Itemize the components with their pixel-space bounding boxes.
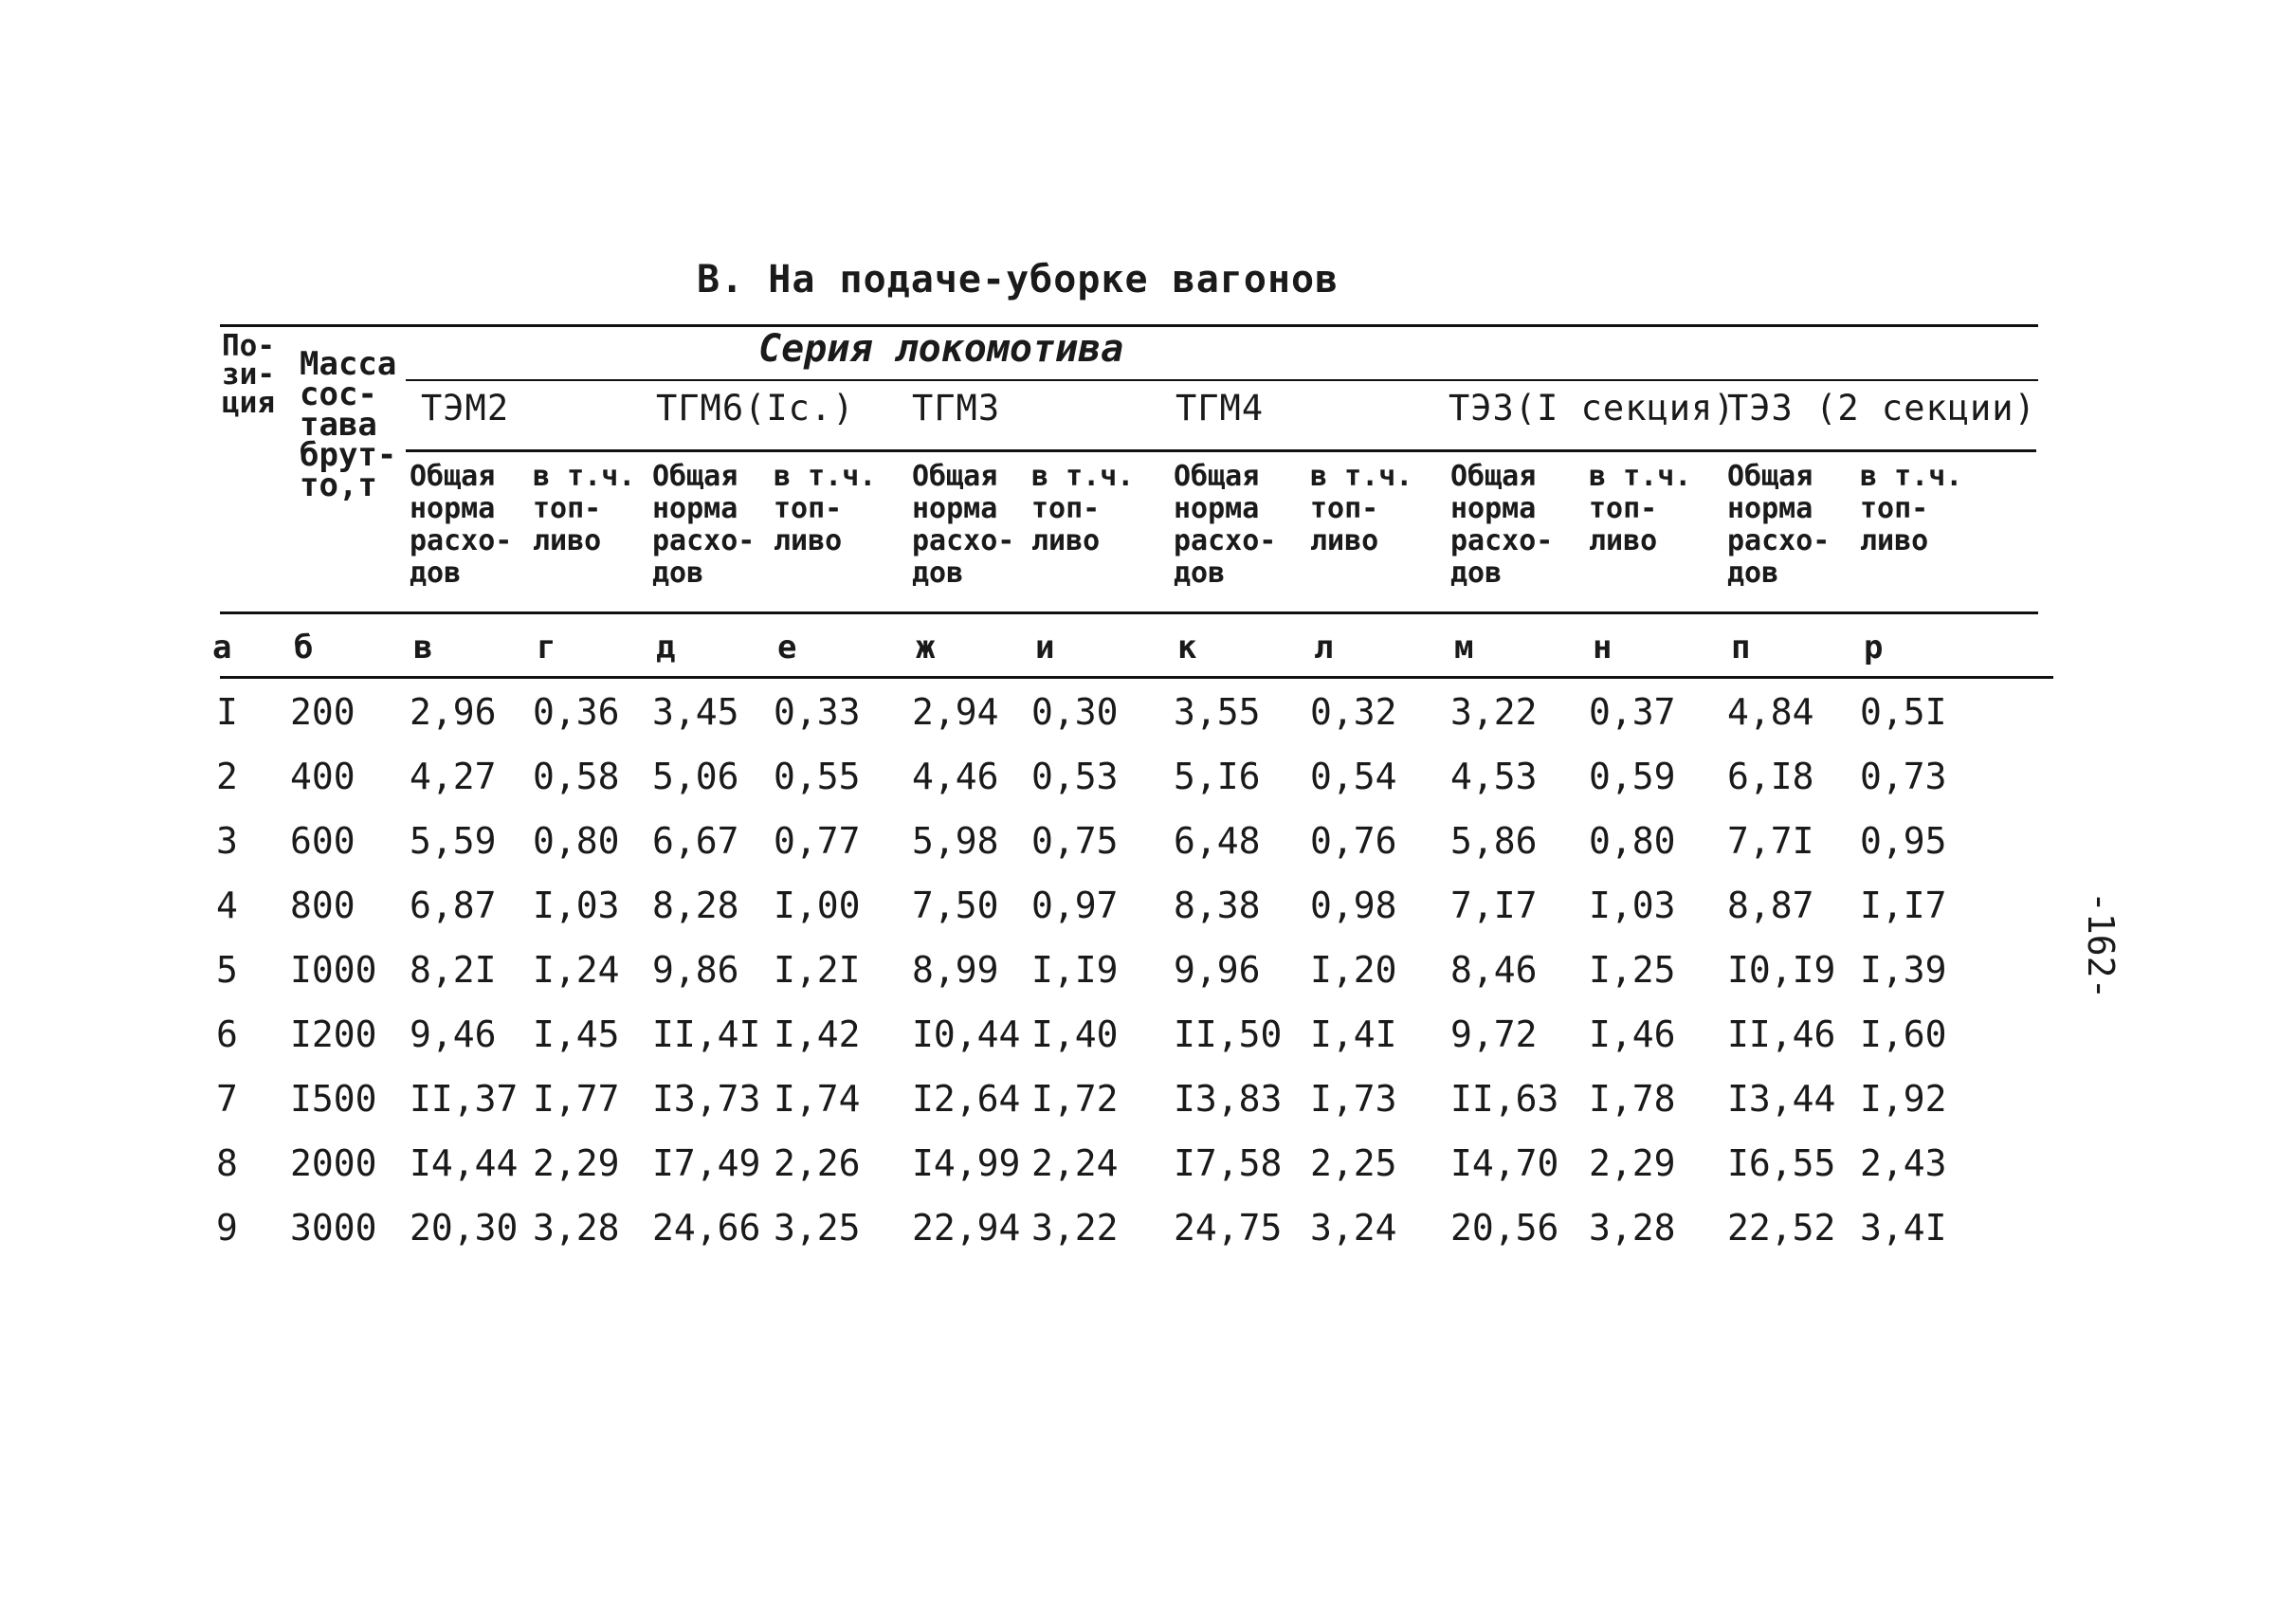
table-cell: II,46 — [1727, 1013, 1836, 1055]
column-letter: а — [212, 629, 232, 666]
row-mass: 800 — [290, 885, 355, 926]
subheader-fuel: в т.ч. топ-ливо — [1310, 460, 1413, 557]
table-cell: 6,I8 — [1727, 756, 1814, 797]
table-cell: 22,52 — [1727, 1207, 1836, 1249]
table-cell: 3,24 — [1310, 1207, 1397, 1249]
table-cell: I,72 — [1031, 1078, 1119, 1120]
table-cell: 0,54 — [1310, 756, 1397, 797]
table-cell: 8,2I — [410, 949, 497, 991]
table-cell: I,20 — [1310, 949, 1397, 991]
table-cell: 2,29 — [1589, 1142, 1676, 1184]
table-cell: 5,I6 — [1174, 756, 1261, 797]
table-cell: 0,95 — [1860, 820, 1947, 862]
table-cell: I0,44 — [912, 1013, 1021, 1055]
table-cell: 4,84 — [1727, 691, 1814, 733]
table-cell: 7,7I — [1727, 820, 1814, 862]
row-mass: I200 — [290, 1013, 377, 1055]
table-cell: I,I9 — [1031, 949, 1119, 991]
series-name: ТГМ3 — [912, 388, 1001, 429]
series-name: ТГМ6(Iс.) — [656, 388, 855, 429]
table-cell: 8,87 — [1727, 885, 1814, 926]
table-cell: 3,28 — [1589, 1207, 1676, 1249]
table-cell: I,2I — [774, 949, 861, 991]
series-name: ТГМ4 — [1175, 388, 1265, 429]
table-cell: I7,58 — [1174, 1142, 1283, 1184]
row-position: 5 — [216, 949, 238, 991]
column-letter: б — [294, 629, 314, 666]
table-cell: 0,76 — [1310, 820, 1397, 862]
subheader-total-norm: Общая норма расхо-дов — [1450, 460, 1554, 590]
subheader-fuel: в т.ч. топ-ливо — [1860, 460, 1963, 557]
table-cell: I,03 — [533, 885, 620, 926]
table-cell: 3,22 — [1031, 1207, 1119, 1249]
letters-rule — [220, 676, 2053, 679]
table-cell: I,42 — [774, 1013, 861, 1055]
table-cell: 2,29 — [533, 1142, 620, 1184]
table-cell: 8,99 — [912, 949, 999, 991]
subheader-total-norm: Общая норма расхо-дов — [652, 460, 756, 590]
table-cell: II,63 — [1450, 1078, 1559, 1120]
table-cell: 4,53 — [1450, 756, 1538, 797]
table-cell: II,37 — [410, 1078, 519, 1120]
subheader-rule — [406, 449, 2036, 452]
subheader-total-norm: Общая норма расхо-дов — [1727, 460, 1831, 590]
table-cell: I,25 — [1589, 949, 1676, 991]
table-cell: 0,37 — [1589, 691, 1676, 733]
table-cell: 6,67 — [652, 820, 739, 862]
table-cell: 0,80 — [533, 820, 620, 862]
table-cell: 2,24 — [1031, 1142, 1119, 1184]
table-cell: I,74 — [774, 1078, 861, 1120]
row-position: 7 — [216, 1078, 238, 1120]
table-cell: 0,33 — [774, 691, 861, 733]
column-letter: п — [1731, 629, 1751, 666]
column-letter: ж — [916, 629, 936, 666]
table-cell: 0,30 — [1031, 691, 1119, 733]
table-cell: 24,75 — [1174, 1207, 1283, 1249]
column-letter: л — [1314, 629, 1334, 666]
table-cell: 0,5I — [1860, 691, 1947, 733]
subheader-total-norm: Общая норма расхо-дов — [912, 460, 1015, 590]
column-letter: к — [1177, 629, 1197, 666]
table-cell: 3,22 — [1450, 691, 1538, 733]
table-cell: II,50 — [1174, 1013, 1283, 1055]
table-cell: 0,73 — [1860, 756, 1947, 797]
table-cell: 8,28 — [652, 885, 739, 926]
row-position: 3 — [216, 820, 238, 862]
table-cell: I0,I9 — [1727, 949, 1836, 991]
row-mass: 200 — [290, 691, 355, 733]
table-cell: 2,96 — [410, 691, 497, 733]
table-cell: 0,77 — [774, 820, 861, 862]
subheader-fuel: в т.ч. топ-ливо — [1031, 460, 1135, 557]
table-cell: 0,53 — [1031, 756, 1119, 797]
table-cell: I4,44 — [410, 1142, 519, 1184]
table-cell: 3,45 — [652, 691, 739, 733]
column-letter: г — [537, 629, 556, 666]
column-letter: е — [777, 629, 797, 666]
table-cell: 20,56 — [1450, 1207, 1559, 1249]
table-cell: I6,55 — [1727, 1142, 1836, 1184]
series-name: ТЭМ2 — [421, 388, 510, 429]
column-letter: и — [1035, 629, 1055, 666]
column-letter: р — [1864, 629, 1884, 666]
table-cell: II,4I — [652, 1013, 761, 1055]
row-position: 8 — [216, 1142, 238, 1184]
page-number: -162- — [2080, 891, 2122, 1000]
table-cell: 9,46 — [410, 1013, 497, 1055]
row-mass: 3000 — [290, 1207, 377, 1249]
table-cell: 5,06 — [652, 756, 739, 797]
table-cell: 0,59 — [1589, 756, 1676, 797]
subheader-fuel: в т.ч. топ-ливо — [1589, 460, 1692, 557]
table-cell: 0,55 — [774, 756, 861, 797]
table-cell: I,4I — [1310, 1013, 1397, 1055]
table-cell: 5,98 — [912, 820, 999, 862]
table-cell: I3,73 — [652, 1078, 761, 1120]
table-cell: 0,75 — [1031, 820, 1119, 862]
table-cell: 3,55 — [1174, 691, 1261, 733]
table-cell: 8,46 — [1450, 949, 1538, 991]
row-mass: 400 — [290, 756, 355, 797]
table-cell: I,00 — [774, 885, 861, 926]
table-cell: I,92 — [1860, 1078, 1947, 1120]
table-cell: 7,I7 — [1450, 885, 1538, 926]
row-position: 9 — [216, 1207, 238, 1249]
table-cell: 4,27 — [410, 756, 497, 797]
row-mass: 600 — [290, 820, 355, 862]
row-position: 6 — [216, 1013, 238, 1055]
table-cell: I3,83 — [1174, 1078, 1283, 1120]
table-cell: 2,43 — [1860, 1142, 1947, 1184]
table-cell: 5,59 — [410, 820, 497, 862]
table-cell: 7,50 — [912, 885, 999, 926]
table-cell: I,24 — [533, 949, 620, 991]
column-letter: н — [1593, 629, 1613, 666]
table-cell: 24,66 — [652, 1207, 761, 1249]
table-cell: I7,49 — [652, 1142, 761, 1184]
table-cell: 0,36 — [533, 691, 620, 733]
table-cell: 0,58 — [533, 756, 620, 797]
row-mass: 2000 — [290, 1142, 377, 1184]
table-cell: 9,86 — [652, 949, 739, 991]
row-position: 2 — [216, 756, 238, 797]
table-cell: 22,94 — [912, 1207, 1021, 1249]
table-cell: 2,94 — [912, 691, 999, 733]
table-cell: 6,48 — [1174, 820, 1261, 862]
table-cell: I,73 — [1310, 1078, 1397, 1120]
table-title: В. На подаче-уборке вагонов — [697, 258, 1339, 301]
table-cell: 8,38 — [1174, 885, 1261, 926]
table-cell: 4,46 — [912, 756, 999, 797]
table-cell: 5,86 — [1450, 820, 1538, 862]
table-cell: 0,32 — [1310, 691, 1397, 733]
table-cell: I,40 — [1031, 1013, 1119, 1055]
table-cell: I,60 — [1860, 1013, 1947, 1055]
subheader-fuel: в т.ч. топ-ливо — [533, 460, 636, 557]
table-cell: 6,87 — [410, 885, 497, 926]
table-cell: I,45 — [533, 1013, 620, 1055]
series-rule — [406, 379, 2038, 381]
table-cell: I,03 — [1589, 885, 1676, 926]
row-position: I — [216, 691, 238, 733]
table-cell: I,46 — [1589, 1013, 1676, 1055]
table-cell: 3,28 — [533, 1207, 620, 1249]
table-cell: I2,64 — [912, 1078, 1021, 1120]
table-cell: I,I7 — [1860, 885, 1947, 926]
table-cell: I,77 — [533, 1078, 620, 1120]
row-mass: I000 — [290, 949, 377, 991]
subheader-fuel: в т.ч. топ-ливо — [774, 460, 877, 557]
table-cell: 0,80 — [1589, 820, 1676, 862]
position-header: По-зи-ция — [222, 329, 275, 420]
table-cell: 3,4I — [1860, 1207, 1947, 1249]
table-cell: I,78 — [1589, 1078, 1676, 1120]
table-cell: 3,25 — [774, 1207, 861, 1249]
table-cell: 20,30 — [410, 1207, 519, 1249]
series-name: ТЭЗ(I секция) — [1449, 388, 1736, 429]
subheader-total-norm: Общая норма расхо-дов — [1174, 460, 1277, 590]
column-letter: в — [413, 629, 433, 666]
table-cell: I4,99 — [912, 1142, 1021, 1184]
table-cell: 9,72 — [1450, 1013, 1538, 1055]
table-cell: 0,97 — [1031, 885, 1119, 926]
table-cell: I,39 — [1860, 949, 1947, 991]
subheader-total-norm: Общая норма расхо-дов — [410, 460, 513, 590]
series-name: ТЭЗ (2 секции) — [1727, 388, 2036, 429]
column-letter: м — [1454, 629, 1474, 666]
table-cell: 9,96 — [1174, 949, 1261, 991]
header-bottom-rule — [220, 611, 2038, 614]
table-cell: I3,44 — [1727, 1078, 1836, 1120]
row-position: 4 — [216, 885, 238, 926]
top-rule — [220, 324, 2038, 327]
table-cell: 0,98 — [1310, 885, 1397, 926]
table-cell: 2,25 — [1310, 1142, 1397, 1184]
column-letter: д — [656, 629, 676, 666]
table-cell: 2,26 — [774, 1142, 861, 1184]
series-header: Серия локомотива — [758, 327, 1124, 371]
row-mass: I500 — [290, 1078, 377, 1120]
mass-header: Масса сос-тава брут-то,т — [300, 345, 397, 504]
table-cell: I4,70 — [1450, 1142, 1559, 1184]
